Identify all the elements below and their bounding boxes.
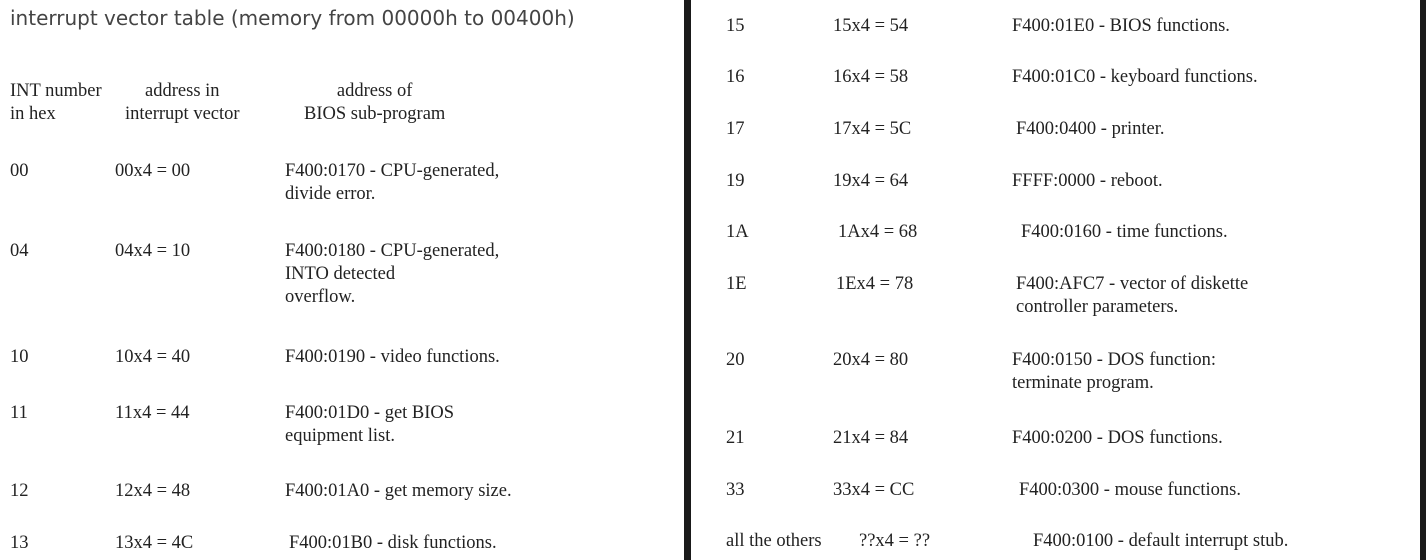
int-number: 1A (726, 222, 749, 242)
vector-calc: 19x4 = 64 (833, 171, 909, 191)
int-number: 1E (726, 274, 747, 294)
bios-address: F400:0300 - mouse functions. (1019, 480, 1241, 500)
bios-address: F400:01D0 - get BIOS equipment list. (285, 403, 455, 446)
int-number: 13 (10, 533, 29, 553)
vector-calc: 21x4 = 84 (833, 428, 909, 448)
int-number: 19 (726, 171, 745, 191)
bios-address: F400:0150 - DOS function: terminate program. (1012, 350, 1217, 393)
bios-address: F400:AFC7 - vector of diskette controller parameters. (1016, 274, 1249, 317)
int-number: 15 (726, 16, 745, 36)
int-number: 33 (726, 480, 745, 500)
bios-address: F400:01A0 - get memory size. (285, 481, 512, 501)
bios-address: F400:01C0 - keyboard functions. (1012, 67, 1258, 87)
right-border (1420, 0, 1426, 560)
bios-address: F400:0180 - CPU-generated, INTO detected overflow. (285, 241, 500, 307)
int-number: 04 (10, 241, 29, 261)
bios-address: F400:0100 - default interrupt stub. (1033, 531, 1289, 551)
vector-calc: 33x4 = CC (833, 480, 915, 500)
header-address-in-vector: address in interrupt vector (125, 81, 240, 124)
header-address-of-bios: address of BIOS sub-program (304, 81, 446, 124)
vector-calc: 13x4 = 4C (115, 533, 194, 553)
header-int-number: INT number in hex (10, 81, 102, 124)
int-number: 16 (726, 67, 745, 87)
bios-address: F400:0190 - video functions. (285, 347, 500, 367)
vector-calc: 17x4 = 5C (833, 119, 912, 139)
int-number: 10 (10, 347, 29, 367)
bios-address: F400:0160 - time functions. (1021, 222, 1228, 242)
int-number: 21 (726, 428, 745, 448)
vector-calc: ??x4 = ?? (859, 531, 931, 551)
int-number: 12 (10, 481, 29, 501)
vector-calc: 1Ex4 = 78 (836, 274, 914, 294)
int-number: all the others (726, 531, 822, 551)
bios-address: F400:0170 - CPU-generated, divide error. (285, 161, 500, 204)
vector-calc: 11x4 = 44 (115, 403, 190, 423)
vector-calc: 10x4 = 40 (115, 347, 191, 367)
bios-address: FFFF:0000 - reboot. (1012, 171, 1163, 191)
vector-calc: 15x4 = 54 (833, 16, 909, 36)
bios-address: F400:01B0 - disk functions. (289, 533, 497, 553)
vector-calc: 20x4 = 80 (833, 350, 909, 370)
page-title: interrupt vector table (memory from 00000h to 00400h) (10, 6, 575, 30)
left-panel (0, 0, 684, 560)
vector-calc: 12x4 = 48 (115, 481, 191, 501)
vector-calc: 1Ax4 = 68 (838, 222, 918, 242)
bios-address: F400:01E0 - BIOS functions. (1012, 16, 1230, 36)
vector-calc: 16x4 = 58 (833, 67, 909, 87)
vector-calc: 00x4 = 00 (115, 161, 191, 181)
int-number: 20 (726, 350, 745, 370)
int-number: 00 (10, 161, 29, 181)
right-panel (691, 0, 1426, 560)
vector-calc: 04x4 = 10 (115, 241, 191, 261)
int-number: 17 (726, 119, 745, 139)
bios-address: F400:0400 - printer. (1016, 119, 1165, 139)
panel-divider (684, 0, 691, 560)
bios-address: F400:0200 - DOS functions. (1012, 428, 1223, 448)
int-number: 11 (10, 403, 28, 423)
